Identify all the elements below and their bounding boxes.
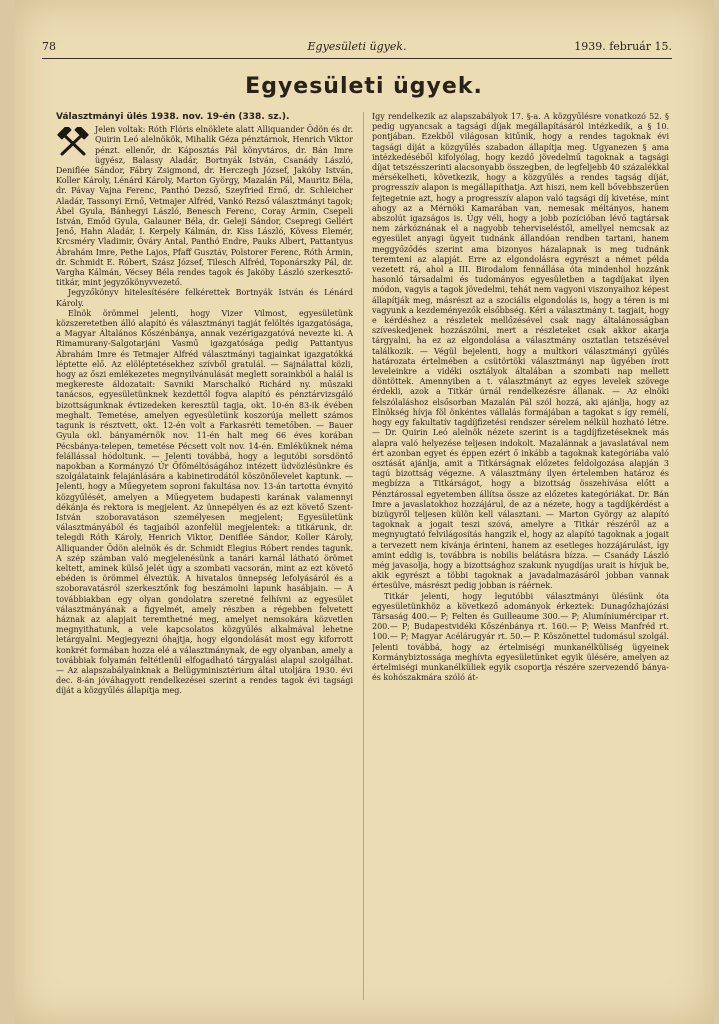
minutes-paragraph: Jegyzőkönyv hitelesítésére felkérettek Bortnyák István és Lénárd Károly.	[56, 288, 353, 308]
left-column	[56, 112, 353, 1002]
newspaper-page	[14, 0, 714, 1024]
section-title: Egyesületi ügyek.	[245, 74, 483, 99]
header-rule	[42, 58, 672, 59]
donations-paragraph: Titkár jelenti, hogy legutóbbi választmányi ülésünk óta egyesületünkhöz a következő adományok érkeztek: Dunagőzhajózási Társaság 400.— P; Felten és Guilleaume 300.— P; Alumíniumércipar rt. 200.— P; Budapestvidéki Kőszénbánya rt. 160.— P; Weiss Manfréd rt. 100.— P; Magyar Acélárugyár rt. 50.— P. Köszönettel tudomásul szolgál. Jelenti továbbá, hogy az értelmiségi munkanélküliség ügyeinek Kormánybiztossága meghívta egyesületünket egyik ülésére, amelyen az értelmiségi munkanélküliek egyik csoportja részére szervezendő bánya- és kohószakmára szóló át-	[372, 591, 669, 683]
page-number: 78	[42, 40, 56, 53]
page-header	[42, 40, 672, 56]
attendance-paragraph: Jelen voltak: Róth Flóris elnöklete alatt Alliquander Ödön és dr. Quirin Leó alelnökök, Mihalik Géza pénztárnok, Henrich Viktor pénzt. ellenőr, dr. Káposztás Pál könyvtáros, dr. Bán Imre ügyész, Balassy Aladár, Bortnyák István, Csanády László, Deniflée Sándor, Fábry Zsigmond, dr. Herczegh József, Jakóby István, Koller Károly, Lénárd Károly, Marton György, Mazalán Pál, Mauritz Béla, dr. Pávay Vajna Ferenc, Panthó Dezső, Szeyfried Ernő, dr. Schleicher Aladár, Tassonyi Ernő, Vetmajer Alfréd, Vankó Rezső választmányi tagok; Ábel Gyula, Bánhegyi László, Benesch Ferenc, Coray Ármin, Csepeli István, Emőd Gyula, Galauner Béla, dr. Geleji Sándor, Csepregi Gellért Jenő, Hahn Aladár, I. Kerpely Kálmán, dr. Kiss László, Kövess Elemér, Krcsméry Vladimir, Óváry Antal, Panthó Endre, Pauks Albert, Pattantyus Ábrahám Imre, Pethe Lajos, Pfaff Gusztáv, Polstorer Ferenc, Róth Ármin, dr. Schmidt E. Róbert, Szász József, Tilesch Alfréd, Toponárszky Pál, dr. Vargha Kálmán, Vécsey Béla rendes tagok és Jakóby László szerkesztő-titkár, mint jegyzőkönyvvezető.	[56, 125, 353, 288]
column-divider	[363, 112, 364, 1000]
issue-date: 1939. február 15.	[574, 40, 672, 53]
right-column	[372, 112, 669, 1002]
membership-fee-paragraph: Így rendelkezik az alapszabályok 17. §-a. A közgyűlésre vonatkozó 52. § pedig ugyancsak a tagsági díjak megállapításáról intézkedik, a § 10. pontjában. Ezekből világosan kitűnik, hogy a rendes tagoknak évi tagsági díját a közgyűlés szabadon állapítja meg. Ugyanezen § ama intézkedéséből kifolyólag, hogy kezdő jövedelmű tagoknak a tagsági díjat tetszésszerinti alacsonyabb összegben, de legfeljebb 40 százalékkal mérsékelheti, következik, hogy a közgyűlés a rendes tagság díját, progresszív alapon is megállapíthatja. Azt hiszi, nem kell bővebbszerűen fejtegetnie azt, hogy a progresszív alapon való tagsági díj kivetése, mint ahogy az a Mérnöki Kamarában van, nemesak méltányos, hanem abszolút igazságos is. Úgy véli, hogy a jobb pozícióban lévő tagtársak nem zárkóznának el a nagyobb teherviseléstől, amellyel nemcsak az egyesület anyagi ügyeit tudnánk állandóan rendben tartani, hanem meggyőződés szerint ama bizonyos házalapnak is meg tudnánk teremteni az alapját. Erre az elgondolásra egyrészt a német példa vezetett rá, ahol a III. Birodalom fennállása óta mindenhol hozzánk hasonló társadalmi és tudományos egyesületben a tagdíjakat ilyen módon, vagyis a tagok jövedelmi, tehát nem vagyoni viszonyaihoz képest állapítják meg, másrészt az a szociális elgondolás is, hogy a téren is mi vagyunk a kezdeményezők elsőbbség. Kéri a választmány t. tagjait, hogy e kérdéshez a részletek mellőzésével csak nagy általánosságban szíveskedjenek hozzászólni, mert a részleteket csak akkor akarja tárgyalni, ha ez az elgondolása a választmány osztatlan tetszésével találkozik. — Végül bejelenti, hogy a multkori választmányi gyűlés határozata értelmében a csütörtöki választmányi nap ügyében írott leveleinkre a vidéki osztályok általában a szombati nap mellett döntöttek. Amennyiben a t. választmányt az egyes levelek szövege érdekli, azok a Titkár úrnál rendelkezésre állanak. — Az elnöki felszólaláshoz elsősorban Mazalán Pál szól hozzá, aki ajánlja, hogy az Elnökség hívja föl önkéntes vállalás formájában a tagokat s így remélí, hogy egy fakultatív tagdíjfizetési rendszer sérelem nélkül hozható létre. — Dr. Quirin Leó alelnök nézete szerint is a tagdíjfizetéseknek más alapra való helyezése teljesen indokolt. Mazalánnak a javaslatával nem ért azonban egyet és éppen ezért ő inkább a tagoknak kategóriába való osztását ajánlja, amit a Titkárságnak előzetes feldolgozása alapján 3 tagú bizottság végezne. A választmány ilyen értelemben határoz és megbízza a Titkárságot, hogy a bizottság összehívása előtt a Pénztárossal egyetemben állítsa össze az előzetes kategóriákat. Dr. Bán Imre a javaslatokhoz hozzájárul, de az a nézete, hogy a tagdíjkérdést a bizügyről teljesen külön kell választani. — Marton György az alapító tagoknak a jogait teszi szóvá, amelyre a Titkár részéről az a megnyugtató felvilágosítás hangzik el, hogy az alapító tagoknak a jogait a tervezett nem kívánja érinteni, hanem az esetleges hozzájárulást, így amint eddig is, továbbra is nobilis belátásra bízza. — Csanády László még javasolja, hogy a bizottsághoz szakunk nyugdíjas urait is hívjuk be, akik egyrészt a többi tagoknak a javadalmazásáról jobban vannak értesülve, másrészt pedig jobban is ráérnek.	[372, 112, 669, 591]
meeting-heading: Választmányi ülés 1938. nov. 19-én (338. sz.).	[56, 112, 290, 122]
running-title: Egyesületi ügyek.	[307, 40, 407, 53]
chairman-report-paragraph: Elnök örömmel jelenti, hogy Vizer Vilmost, egyesületünk közszeretetben álló alapító és választmányi tagját felöltés igazgatósága, a Magyar Általános Kőszénbánya, annak vezérigazgatóvá nevezte ki. A Rimamurany-Salgotarjáni Vasmű igazgatósága pedig Pattantyus Ábrahám Imre és Tetmajer Alfréd választmányi tagjainkat igazgatókká léptette elő. Az elöléptetésekhez szívből gratulál. — Sajnálattal közli, hogy az őszi emlékezetes megnyilvánulását meglett sorainkból a halál is megkereste áldozatait: Savniki Marschalkó Richárd ny. műszaki tanácsos, egyesületünknek kezdettől fogva alapító és pénztárvizsgáló bizottságunknak évtizedeken keresztül tagja, okt. 10-én 83-ik évében meghalt. Temetése, amelyen egyesületünk koszorúja mellett számos tagunk is résztvett, okt. 12-én volt a Farkasréti temetőben. — Bauer Gyula okl. bányamérnök nov. 11-én halt meg 66 éves korában Pécsbánya-telepen, temetése Pécsett volt nov. 14-én. Emléküknek néma felállással hódoltunk. — Jelenti továbbá, hogy a legutóbi sorsdöntő napokban a Kormányzó Úr Őfőméltóságához intézett üdvözlésünkre és szolgálataink felajánlására a kabinetirodától köszönőlevelet kaptunk. — Jelenti, hogy a Műegyetem soproni fakultása nov. 13-án tartotta évnyitó közgyűlését, amelyen a Műegyetem budapesti karának valamennyi dékánja és rektora is megjelent. Az ünnepélyen és az ezt követő Szent-István szoboravatáson személyesen megjelent; Egyesületünk választmányából és tagjaiból azonfelül megjelentek: a titkárunk, dr. telegdi Róth Károly, Henrich Viktor, Deniflée Sándor, Koller Károly, Alliquander Ödön alelnök és dr. Schmidt Elegius Róbert rendes tagunk. A szép számban való megjelenésünk a tanári karnál látható örömet keltett, aminek külső jelét úgy a szombati vacsorán, mint az ezt követő ebéden is örömmel élveztük. A hivatalos ünnepség lefolyásáról és a szoboravatásról szerkesztőnk fog beszámolni lapunk hasábjain. — A továbbiakban egy olyan gondolatra szeretné felhívni az egyesület választmányának a figyelmét, amely részben a régebben felvetett háznak az alapjait teremthetné meg, amelyet nemsokára közvetlen megnyithatunk, a vele kapcsolatos közgyűlés alkalmával lehetne letárgyalni. Megjegyezni óhajtja, hogy elgondolását most egy kiforrott konkrét formában hozza elé a választmánynak, de egy olyanban, amely a továbbiak folyamán feltétlenül elfogadható tárgyalási alapul szolgálhat. — Az alapszabályainknak a Belügyminisztérium által utoljára 1930. évi dec. 8-án jóváhagyott rendelkezései szerint a rendes tagok évi tagsági díját a közgyűlés állapítja meg.	[56, 308, 353, 696]
crossed-hammers-icon	[56, 127, 90, 157]
